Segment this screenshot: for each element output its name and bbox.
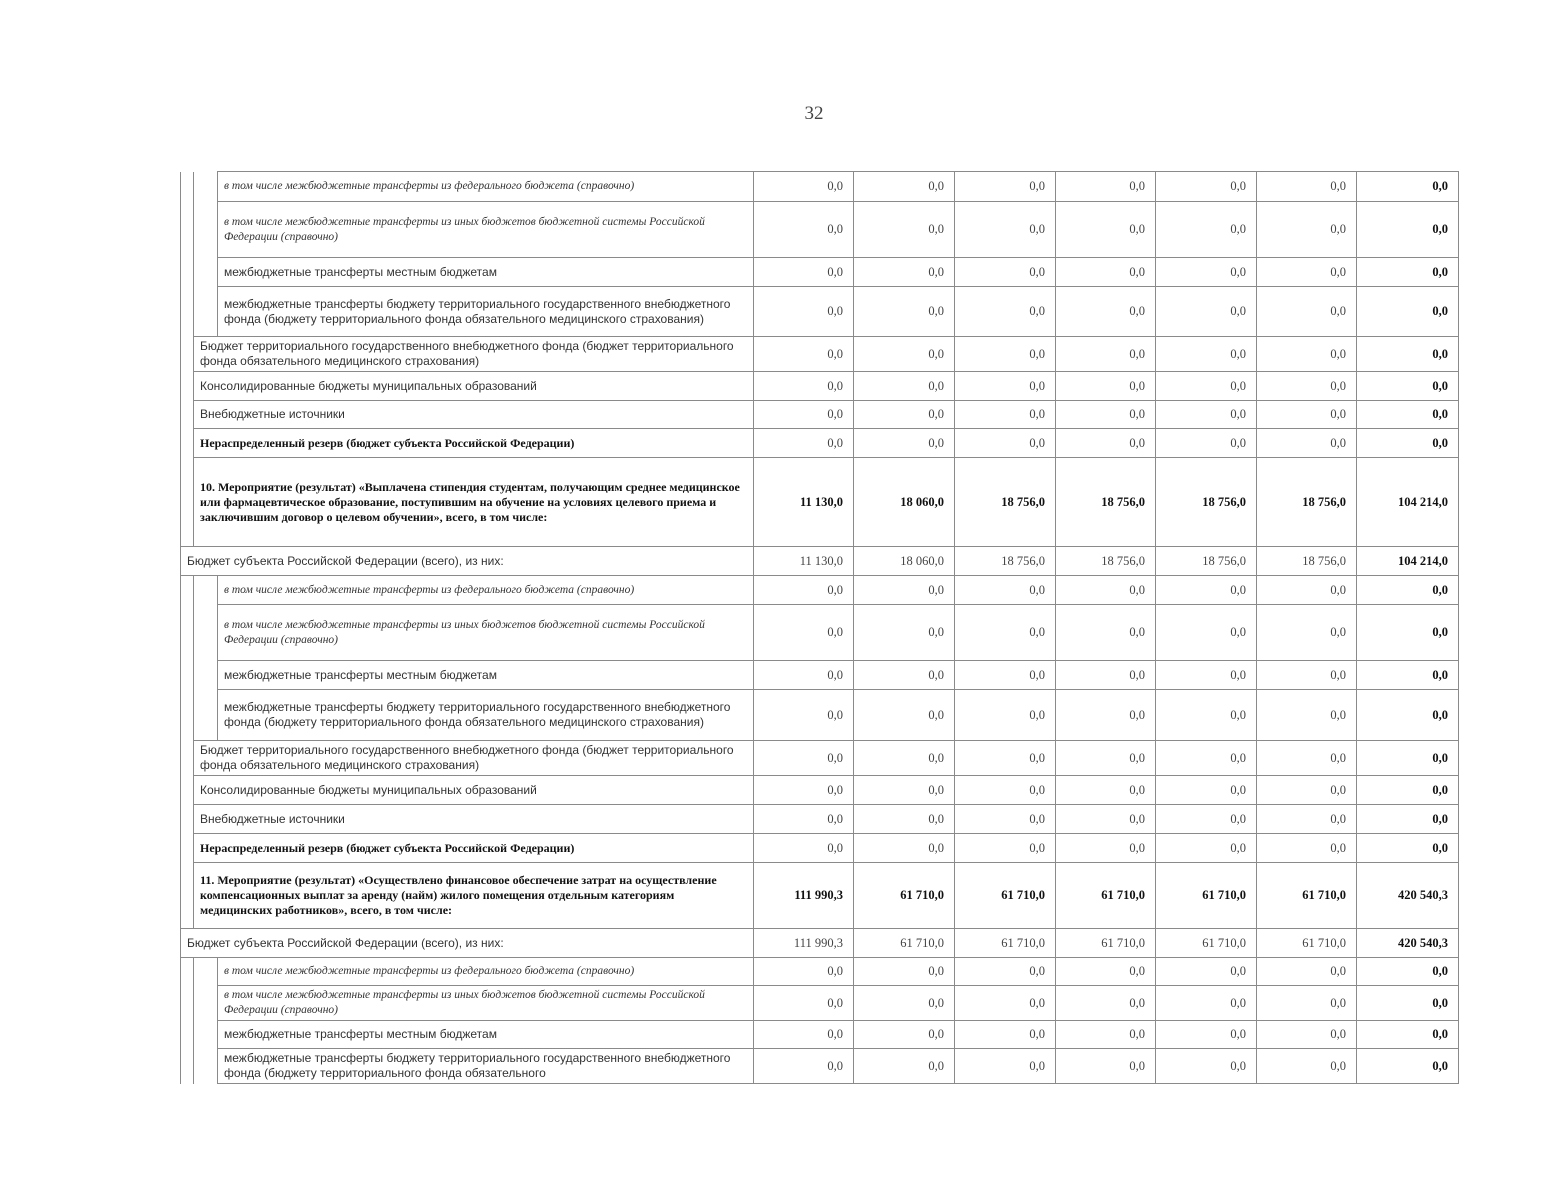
total-cell: 0,0 xyxy=(1357,958,1459,986)
indent-cell xyxy=(181,337,194,372)
value-cell: 0,0 xyxy=(1156,576,1257,605)
table-row xyxy=(181,863,1459,929)
value-cell: 0,0 xyxy=(1056,372,1156,401)
value-cell: 0,0 xyxy=(1257,202,1357,258)
table-row xyxy=(181,401,1459,429)
value-cell: 0,0 xyxy=(754,258,854,287)
table-row xyxy=(181,337,1459,372)
value-cell: 0,0 xyxy=(754,958,854,986)
value-cell: 0,0 xyxy=(754,661,854,690)
indent-cell xyxy=(181,401,194,429)
value-cell: 111 990,3 xyxy=(754,929,854,958)
table-row xyxy=(181,202,1459,258)
indent-cell xyxy=(181,661,194,690)
value-cell: 0,0 xyxy=(1156,690,1257,741)
value-cell: 0,0 xyxy=(1156,372,1257,401)
table-row xyxy=(181,958,1459,986)
row-label: межбюджетные трансферты бюджету территориального государственного внебюджетного фонда (бюджету территориального фонда обязательного xyxy=(218,1049,754,1084)
indent-cell xyxy=(181,690,194,741)
total-cell: 0,0 xyxy=(1357,258,1459,287)
value-cell: 0,0 xyxy=(754,172,854,202)
indent-cell xyxy=(194,690,218,741)
indent-cell xyxy=(181,1049,194,1084)
total-cell: 0,0 xyxy=(1357,337,1459,372)
value-cell: 61 710,0 xyxy=(1156,863,1257,929)
value-cell: 0,0 xyxy=(1156,661,1257,690)
indent-cell xyxy=(194,1021,218,1049)
value-cell: 0,0 xyxy=(754,401,854,429)
value-cell: 0,0 xyxy=(754,776,854,805)
value-cell: 0,0 xyxy=(955,776,1056,805)
value-cell: 0,0 xyxy=(1156,1021,1257,1049)
value-cell: 0,0 xyxy=(854,741,955,776)
value-cell: 0,0 xyxy=(955,258,1056,287)
value-cell: 0,0 xyxy=(754,429,854,458)
value-cell: 0,0 xyxy=(955,605,1056,661)
value-cell: 0,0 xyxy=(754,287,854,337)
value-cell: 61 710,0 xyxy=(1056,929,1156,958)
row-label: в том числе межбюджетные трансферты из иных бюджетов бюджетной системы Российской Федерации (справочно) xyxy=(218,986,754,1021)
value-cell: 0,0 xyxy=(854,337,955,372)
indent-cell xyxy=(181,287,194,337)
value-cell: 0,0 xyxy=(854,776,955,805)
indent-cell xyxy=(181,372,194,401)
page-number: 32 xyxy=(804,103,824,124)
row-label: межбюджетные трансферты местным бюджетам xyxy=(218,1021,754,1049)
row-label: Нераспределенный резерв (бюджет субъекта Российской Федерации) xyxy=(194,429,754,458)
value-cell: 61 710,0 xyxy=(854,929,955,958)
row-label: Консолидированные бюджеты муниципальных образований xyxy=(194,776,754,805)
value-cell: 0,0 xyxy=(1257,741,1357,776)
total-cell: 104 214,0 xyxy=(1357,547,1459,576)
row-label: Нераспределенный резерв (бюджет субъекта Российской Федерации) xyxy=(194,834,754,863)
total-cell: 0,0 xyxy=(1357,172,1459,202)
indent-cell xyxy=(181,863,194,929)
value-cell: 0,0 xyxy=(754,741,854,776)
indent-cell xyxy=(194,172,218,202)
row-label: межбюджетные трансферты местным бюджетам xyxy=(218,258,754,287)
row-label: Бюджет территориального государственного внебюджетного фонда (бюджет территориального фонда обязательного медицинского страхования) xyxy=(194,741,754,776)
value-cell: 0,0 xyxy=(955,805,1056,834)
value-cell: 0,0 xyxy=(1257,287,1357,337)
indent-cell xyxy=(181,258,194,287)
total-cell: 0,0 xyxy=(1357,401,1459,429)
row-label: Внебюджетные источники xyxy=(194,401,754,429)
value-cell: 18 756,0 xyxy=(1156,547,1257,576)
total-cell: 420 540,3 xyxy=(1357,929,1459,958)
indent-cell xyxy=(181,776,194,805)
budget-table xyxy=(180,171,1459,1084)
value-cell: 61 710,0 xyxy=(1257,863,1357,929)
value-cell: 18 756,0 xyxy=(1056,547,1156,576)
value-cell: 18 756,0 xyxy=(1257,458,1357,547)
value-cell: 0,0 xyxy=(955,172,1056,202)
value-cell: 0,0 xyxy=(1257,805,1357,834)
value-cell: 0,0 xyxy=(1156,258,1257,287)
value-cell: 0,0 xyxy=(1257,1021,1357,1049)
total-cell: 0,0 xyxy=(1357,429,1459,458)
value-cell: 0,0 xyxy=(1056,776,1156,805)
value-cell: 0,0 xyxy=(1156,741,1257,776)
value-cell: 0,0 xyxy=(854,690,955,741)
value-cell: 0,0 xyxy=(1056,429,1156,458)
value-cell: 0,0 xyxy=(1056,401,1156,429)
value-cell: 0,0 xyxy=(1257,690,1357,741)
value-cell: 0,0 xyxy=(1156,605,1257,661)
indent-cell xyxy=(181,958,194,986)
indent-cell xyxy=(194,605,218,661)
indent-cell xyxy=(181,805,194,834)
table-row xyxy=(181,429,1459,458)
indent-cell xyxy=(181,202,194,258)
indent-cell xyxy=(194,576,218,605)
value-cell: 0,0 xyxy=(1156,834,1257,863)
value-cell: 0,0 xyxy=(754,337,854,372)
value-cell: 0,0 xyxy=(1156,172,1257,202)
value-cell: 0,0 xyxy=(955,834,1056,863)
value-cell: 0,0 xyxy=(754,202,854,258)
value-cell: 0,0 xyxy=(1257,337,1357,372)
value-cell: 0,0 xyxy=(754,986,854,1021)
value-cell: 0,0 xyxy=(854,401,955,429)
indent-cell xyxy=(181,458,194,547)
indent-cell xyxy=(181,576,194,605)
value-cell: 0,0 xyxy=(955,690,1056,741)
row-label: Бюджет субъекта Российской Федерации (всего), из них: xyxy=(181,929,754,958)
value-cell: 0,0 xyxy=(1257,605,1357,661)
indent-cell xyxy=(194,958,218,986)
value-cell: 0,0 xyxy=(955,337,1056,372)
value-cell: 0,0 xyxy=(955,372,1056,401)
value-cell: 18 756,0 xyxy=(955,458,1056,547)
table-row xyxy=(181,776,1459,805)
value-cell: 0,0 xyxy=(1257,258,1357,287)
value-cell: 0,0 xyxy=(1156,287,1257,337)
value-cell: 0,0 xyxy=(1156,1049,1257,1084)
value-cell: 61 710,0 xyxy=(1156,929,1257,958)
value-cell: 0,0 xyxy=(854,958,955,986)
value-cell: 0,0 xyxy=(1056,986,1156,1021)
row-label: Консолидированные бюджеты муниципальных образований xyxy=(194,372,754,401)
indent-cell xyxy=(181,605,194,661)
table-row xyxy=(181,1021,1459,1049)
value-cell: 0,0 xyxy=(1156,986,1257,1021)
value-cell: 0,0 xyxy=(955,1021,1056,1049)
table-row xyxy=(181,372,1459,401)
value-cell: 0,0 xyxy=(1156,776,1257,805)
value-cell: 0,0 xyxy=(1156,958,1257,986)
value-cell: 0,0 xyxy=(955,741,1056,776)
value-cell: 0,0 xyxy=(854,258,955,287)
value-cell: 0,0 xyxy=(854,986,955,1021)
value-cell: 0,0 xyxy=(1056,1049,1156,1084)
value-cell: 0,0 xyxy=(1056,690,1156,741)
value-cell: 0,0 xyxy=(854,202,955,258)
value-cell: 111 990,3 xyxy=(754,863,854,929)
value-cell: 0,0 xyxy=(854,172,955,202)
value-cell: 0,0 xyxy=(955,287,1056,337)
value-cell: 0,0 xyxy=(955,576,1056,605)
indent-cell xyxy=(194,258,218,287)
value-cell: 61 710,0 xyxy=(955,863,1056,929)
total-cell: 0,0 xyxy=(1357,576,1459,605)
value-cell: 0,0 xyxy=(1056,1021,1156,1049)
value-cell: 0,0 xyxy=(1257,834,1357,863)
value-cell: 0,0 xyxy=(1056,202,1156,258)
table-row xyxy=(181,741,1459,776)
value-cell: 0,0 xyxy=(754,576,854,605)
value-cell: 0,0 xyxy=(854,287,955,337)
table-row xyxy=(181,690,1459,741)
value-cell: 0,0 xyxy=(955,1049,1056,1084)
row-label: в том числе межбюджетные трансферты из иных бюджетов бюджетной системы Российской Федерации (справочно) xyxy=(218,202,754,258)
value-cell: 0,0 xyxy=(1156,401,1257,429)
value-cell: 0,0 xyxy=(1056,172,1156,202)
total-cell: 104 214,0 xyxy=(1357,458,1459,547)
value-cell: 0,0 xyxy=(854,576,955,605)
value-cell: 0,0 xyxy=(1056,741,1156,776)
value-cell: 0,0 xyxy=(1156,337,1257,372)
value-cell: 61 710,0 xyxy=(1056,863,1156,929)
table-row xyxy=(181,805,1459,834)
total-cell: 0,0 xyxy=(1357,776,1459,805)
value-cell: 18 756,0 xyxy=(1257,547,1357,576)
total-cell: 0,0 xyxy=(1357,1049,1459,1084)
table-row xyxy=(181,661,1459,690)
indent-cell xyxy=(181,429,194,458)
indent-cell xyxy=(194,287,218,337)
row-label: 10. Мероприятие (результат) «Выплачена стипендия студентам, получающим среднее медицинское или фармацевтическое образование, поступившим на обучение на условиях целевого приема и заключившим договор о целевом обучении», всего, в том числе: xyxy=(194,458,754,547)
row-label: Бюджет субъекта Российской Федерации (всего), из них: xyxy=(181,547,754,576)
row-label: межбюджетные трансферты бюджету территориального государственного внебюджетного фонда (бюджету территориального фонда обязательного медицинского страхования) xyxy=(218,287,754,337)
total-cell: 0,0 xyxy=(1357,1021,1459,1049)
value-cell: 0,0 xyxy=(854,1049,955,1084)
value-cell: 0,0 xyxy=(854,605,955,661)
indent-cell xyxy=(181,986,194,1021)
value-cell: 0,0 xyxy=(1156,202,1257,258)
value-cell: 0,0 xyxy=(1257,958,1357,986)
value-cell: 0,0 xyxy=(754,834,854,863)
value-cell: 18 756,0 xyxy=(1056,458,1156,547)
value-cell: 0,0 xyxy=(854,1021,955,1049)
row-label: в том числе межбюджетные трансферты из федерального бюджета (справочно) xyxy=(218,958,754,986)
table-row xyxy=(181,986,1459,1021)
indent-cell xyxy=(181,1021,194,1049)
indent-cell xyxy=(194,661,218,690)
table-row xyxy=(181,287,1459,337)
value-cell: 0,0 xyxy=(1257,576,1357,605)
value-cell: 0,0 xyxy=(854,661,955,690)
total-cell: 0,0 xyxy=(1357,287,1459,337)
value-cell: 18 060,0 xyxy=(854,458,955,547)
total-cell: 420 540,3 xyxy=(1357,863,1459,929)
value-cell: 0,0 xyxy=(754,805,854,834)
indent-cell xyxy=(181,172,194,202)
table-row xyxy=(181,834,1459,863)
value-cell: 0,0 xyxy=(1056,605,1156,661)
total-cell: 0,0 xyxy=(1357,986,1459,1021)
value-cell: 0,0 xyxy=(1056,958,1156,986)
value-cell: 0,0 xyxy=(1257,429,1357,458)
table-row xyxy=(181,172,1459,202)
table-row xyxy=(181,458,1459,547)
row-label: 11. Мероприятие (результат) «Осуществлено финансовое обеспечение затрат на осуществление компенсационных выплат за аренду (найм) жилого помещения отдельным категориям медицинских работников», всего, в том числе: xyxy=(194,863,754,929)
value-cell: 0,0 xyxy=(1257,986,1357,1021)
value-cell: 0,0 xyxy=(955,661,1056,690)
table-row xyxy=(181,547,1459,576)
value-cell: 0,0 xyxy=(1056,805,1156,834)
row-label: межбюджетные трансферты бюджету территориального государственного внебюджетного фонда (бюджету территориального фонда обязательного медицинского страхования) xyxy=(218,690,754,741)
row-label: в том числе межбюджетные трансферты из федерального бюджета (справочно) xyxy=(218,576,754,605)
table-row xyxy=(181,605,1459,661)
value-cell: 61 710,0 xyxy=(854,863,955,929)
value-cell: 0,0 xyxy=(955,401,1056,429)
indent-cell xyxy=(181,741,194,776)
value-cell: 0,0 xyxy=(1257,372,1357,401)
value-cell: 0,0 xyxy=(955,429,1056,458)
row-label: Внебюджетные источники xyxy=(194,805,754,834)
total-cell: 0,0 xyxy=(1357,834,1459,863)
value-cell: 61 710,0 xyxy=(1257,929,1357,958)
value-cell: 0,0 xyxy=(1056,661,1156,690)
value-cell: 0,0 xyxy=(1156,429,1257,458)
value-cell: 0,0 xyxy=(854,805,955,834)
row-label: межбюджетные трансферты местным бюджетам xyxy=(218,661,754,690)
total-cell: 0,0 xyxy=(1357,805,1459,834)
total-cell: 0,0 xyxy=(1357,690,1459,741)
table-row xyxy=(181,1049,1459,1084)
total-cell: 0,0 xyxy=(1357,741,1459,776)
indent-cell xyxy=(194,986,218,1021)
value-cell: 0,0 xyxy=(1056,258,1156,287)
value-cell: 11 130,0 xyxy=(754,547,854,576)
value-cell: 0,0 xyxy=(754,1049,854,1084)
table-row xyxy=(181,576,1459,605)
total-cell: 0,0 xyxy=(1357,605,1459,661)
value-cell: 0,0 xyxy=(955,958,1056,986)
value-cell: 0,0 xyxy=(1056,576,1156,605)
value-cell: 0,0 xyxy=(1056,834,1156,863)
table-row xyxy=(181,929,1459,958)
value-cell: 0,0 xyxy=(1257,401,1357,429)
row-label: в том числе межбюджетные трансферты из федерального бюджета (справочно) xyxy=(218,172,754,202)
value-cell: 18 756,0 xyxy=(955,547,1056,576)
value-cell: 11 130,0 xyxy=(754,458,854,547)
total-cell: 0,0 xyxy=(1357,372,1459,401)
value-cell: 0,0 xyxy=(955,986,1056,1021)
indent-cell xyxy=(194,1049,218,1084)
value-cell: 0,0 xyxy=(1257,172,1357,202)
value-cell: 0,0 xyxy=(754,1021,854,1049)
total-cell: 0,0 xyxy=(1357,202,1459,258)
indent-cell xyxy=(194,202,218,258)
value-cell: 0,0 xyxy=(1257,1049,1357,1084)
value-cell: 0,0 xyxy=(1257,661,1357,690)
value-cell: 0,0 xyxy=(955,202,1056,258)
value-cell: 0,0 xyxy=(854,834,955,863)
table-row xyxy=(181,258,1459,287)
indent-cell xyxy=(181,834,194,863)
value-cell: 0,0 xyxy=(1257,776,1357,805)
value-cell: 0,0 xyxy=(1056,337,1156,372)
value-cell: 61 710,0 xyxy=(955,929,1056,958)
row-label: в том числе межбюджетные трансферты из иных бюджетов бюджетной системы Российской Федерации (справочно) xyxy=(218,605,754,661)
value-cell: 0,0 xyxy=(754,690,854,741)
value-cell: 0,0 xyxy=(754,372,854,401)
value-cell: 0,0 xyxy=(754,605,854,661)
value-cell: 0,0 xyxy=(1156,805,1257,834)
total-cell: 0,0 xyxy=(1357,661,1459,690)
value-cell: 18 060,0 xyxy=(854,547,955,576)
value-cell: 0,0 xyxy=(854,429,955,458)
value-cell: 18 756,0 xyxy=(1156,458,1257,547)
value-cell: 0,0 xyxy=(854,372,955,401)
row-label: Бюджет территориального государственного внебюджетного фонда (бюджет территориального фонда обязательного медицинского страхования) xyxy=(194,337,754,372)
value-cell: 0,0 xyxy=(1056,287,1156,337)
